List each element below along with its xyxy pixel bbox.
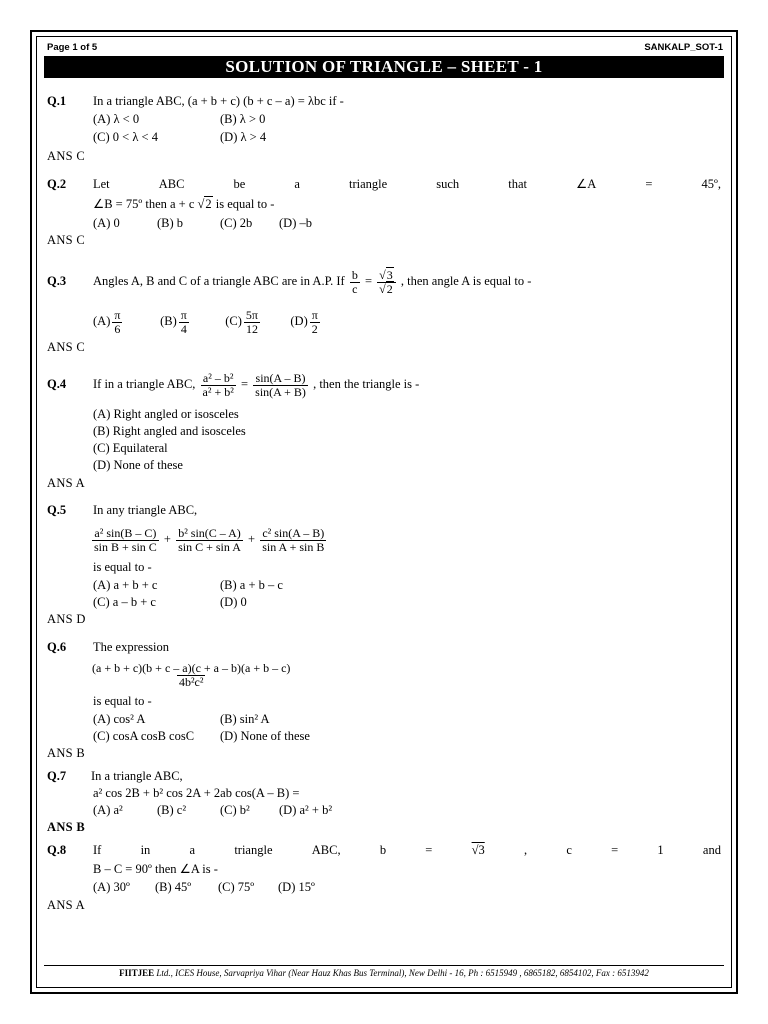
option-b: (B) 45º [155,880,192,894]
denominator: √2 [377,282,396,296]
sheet-title: SOLUTION OF TRIANGLE – SHEET - 1 [44,56,724,78]
answer: ANS D [47,612,86,626]
option-c: (C) b² [220,803,250,817]
question-number: Q.1 [47,94,67,108]
option-b [160,305,222,337]
plus-sign: + [248,532,256,546]
answer: ANS B [47,820,85,834]
option-a: (A) Right angled or isosceles [93,407,239,421]
stem-text: , then angle A is equal to - [400,274,532,288]
radicand: 2 [386,281,393,296]
question-number: Q.2 [47,177,67,191]
stem-word: triangle [349,177,388,191]
option-c: (C) 2b [220,216,253,230]
page-number: Page 1 of 5 [47,42,98,53]
stem-text: is equal to - [215,197,275,211]
option-c [225,305,287,337]
answer: ANS C [47,149,85,163]
option-label: (A) [93,314,111,328]
stem-word: c [566,843,572,857]
stem-word: such [436,177,460,191]
denominator: 6 [114,321,121,336]
option-c: (C) a – b + c [93,595,156,609]
option-d: (D) 15º [278,880,315,894]
question-stem-line [93,177,721,192]
numerator: b [351,267,358,282]
option-b: (B) Right angled and isosceles [93,424,246,438]
denominator: 4b²c² [178,674,204,689]
fraction-expression [90,662,292,689]
answer: ANS B [47,746,85,760]
footer-address: Ltd., ICES House, Sarvapriya Vihar (Near Hauz Khas Bus Terminal), New Delhi - 16, Ph : 6515949 , 6865182, 6854102, Fax : 6513942 [156,968,649,978]
option-label: (C) [225,314,242,328]
stem-word: = [425,843,433,857]
denominator: 4 [180,321,187,336]
question-stem-line2: B – C = 90º then ∠A is - [93,862,218,876]
option-b: (B) λ > 0 [220,112,266,126]
option-c: (C) 75º [218,880,255,894]
stem-word: 1 [657,843,664,857]
numerator: 5π [245,307,258,322]
expression: a² cos 2B + b² cos 2A + 2ab cos(A – B) = [93,786,300,800]
question-stem: The expression [93,640,170,654]
equals-sign: = [240,377,249,391]
stem-word: ∠A [576,177,597,191]
equals-sign: = [364,274,373,288]
question-stem: In a triangle ABC, [91,769,183,783]
stem-word: Let [93,177,110,191]
option-d: (D) 0 [220,595,247,609]
question-stem-line2 [93,197,274,212]
stem-word: If [93,843,102,857]
denominator: c [352,281,358,296]
option-d: (D) None of these [220,729,310,743]
question-number: Q.5 [47,503,67,517]
fraction-root3-over-root2 [377,269,396,296]
option-a: (A) a² [93,803,123,817]
radicand: 2 [205,197,212,211]
fraction-b-over-c [350,269,360,296]
stem-word: ABC, [311,843,341,857]
footer-brand: FIITJEE [119,968,155,978]
stem-text: If in a triangle ABC, [93,377,196,391]
stem-word: 45º, [701,177,721,191]
numerator: (a + b + c)(b + c – a)(c + a – b)(a + b – c) [92,660,291,675]
stem-word: √3 [471,843,485,857]
option-b: (B) sin² A [220,712,270,726]
stem-text: ∠B = 75º then a + c [93,197,195,211]
fraction-term-1 [92,527,159,554]
option-a: (A) a + b + c [93,578,158,592]
denominator: sin C + sin A [178,539,241,554]
option-label: (D) [290,314,308,328]
numerator: π [114,307,121,322]
numerator: c² sin(A – B) [262,525,325,540]
option-b: (B) b [157,216,184,230]
stem-word: = [645,177,653,191]
question-stem [93,366,419,402]
option-d: (D) a² + b² [279,803,333,817]
question-tail: is equal to - [93,560,152,574]
fraction-rhs [253,372,308,399]
option-d [290,305,352,337]
stem-word: that [508,177,527,191]
numerator: b² sin(C – A) [178,525,241,540]
numerator: π [311,307,318,322]
option-b: (B) c² [157,803,187,817]
question-number: Q.6 [47,640,67,654]
radicand: 3 [386,267,393,282]
stem-word: be [233,177,246,191]
denominator: sin A + sin B [262,539,325,554]
question-tail: is equal to - [93,694,152,708]
option-c: (C) Equilateral [93,441,168,455]
sqrt-expression: √2 [197,197,212,211]
footer [44,968,724,978]
fraction-term-3 [260,527,326,554]
option-a [93,305,157,337]
option-d: (D) –b [279,216,312,230]
option-a: (A) cos² A [93,712,146,726]
option-d: (D) None of these [93,458,183,472]
numerator: π [180,307,187,322]
stem-word: b [379,843,387,857]
question-stem-line [93,843,721,858]
stem-word: a [294,177,300,191]
option-a: (A) 30º [93,880,130,894]
stem-word: triangle [234,843,273,857]
answer: ANS A [47,898,85,912]
answer: ANS C [47,340,85,354]
question-number: Q.4 [47,377,67,391]
expression [88,657,294,691]
denominator: a² + b² [202,384,234,399]
denominator: 2 [311,321,318,336]
stem-text: Angles A, B and C of a triangle ABC are in A.P. If [93,274,345,288]
answer: ANS C [47,233,85,247]
question-number: Q.8 [47,843,67,857]
question-stem: In any triangle ABC, [93,503,198,517]
option-b: (B) a + b – c [220,578,283,592]
plus-sign: + [163,532,171,546]
denominator: sin B + sin C [94,539,157,554]
fraction-lhs [201,372,236,399]
option-label: (B) [160,314,177,328]
numerator: a² sin(B – C) [94,525,157,540]
numerator: a² – b² [202,370,234,385]
stem-word: ABC [158,177,185,191]
expression [90,521,328,557]
stem-word: , [523,843,528,857]
numerator: √3 [379,267,393,282]
question-stem: In a triangle ABC, (a + b + c) (b + c – a) = λbc if - [93,94,344,108]
question-number: Q.3 [47,274,67,288]
option-d: (D) λ > 4 [220,130,267,144]
option-a: (A) 0 [93,216,120,230]
sheet-code: SANKALP_SOT-1 [644,42,723,53]
denominator: sin(A + B) [255,384,306,399]
stem-word: and [702,843,721,857]
options-row [93,305,352,337]
stem-word: = [611,843,619,857]
stem-text: , then the triangle is - [313,377,420,391]
option-c: (C) cosA cosB cosC [93,729,195,743]
option-a: (A) λ < 0 [93,112,140,126]
numerator: sin(A – B) [255,370,306,385]
footer-divider [44,965,724,966]
fraction-term-2 [176,527,243,554]
question-number: Q.7 [47,769,67,783]
answer: ANS A [47,476,85,490]
stem-word: in [140,843,151,857]
option-c: (C) 0 < λ < 4 [93,130,158,144]
question-stem [93,263,531,299]
denominator: 12 [245,321,258,336]
stem-word: a [189,843,196,857]
